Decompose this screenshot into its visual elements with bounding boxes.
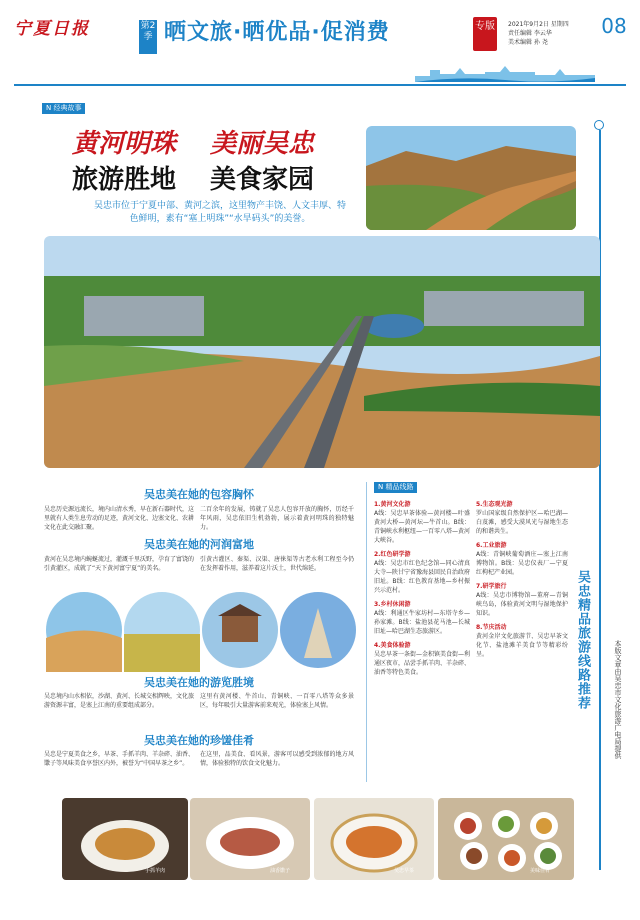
route-5-name: 5.生态观光游 <box>476 501 513 508</box>
route-8-text: 黄河金岸文化旅游节、吴忠早茶文化节、盐池滩羊美食节等精彩纷呈。 <box>476 633 568 658</box>
title-black-right: 美食家园 <box>210 165 315 195</box>
special-edition-tag: 专版 <box>473 17 497 51</box>
section-heading-2: 吴忠美在她的河润富地 <box>144 538 254 551</box>
designer: 美术编辑 孙 尧 <box>508 39 548 46</box>
food-caption-4: 美味佳肴 <box>530 868 551 874</box>
intro-text: 吴忠市位于宁夏中部、黄河之滨，这里物产丰饶、人文丰厚、特色鲜明，素有“塞上明珠”“水旱码头”的美誉。 <box>93 201 346 224</box>
food-photo-1 <box>62 798 188 880</box>
section-heading-4: 吴忠美在她的珍馐佳肴 <box>144 734 254 747</box>
header-rule <box>14 84 626 86</box>
route-2-text: A线：吴忠市红色纪念馆—同心清真大寺—陕甘宁省豫海县回民自治政府旧址。B线：红色教育基地—乡村振兴示范村。 <box>374 560 471 594</box>
route-6-name: 6.工业旅游 <box>476 542 507 549</box>
date: 2021年9月2日 星期四 <box>508 21 569 28</box>
routes-col-1 <box>374 500 470 677</box>
food-photo-3 <box>314 798 434 880</box>
section-1-right: 二百余年的发展，铸就了吴忠人包容开放的胸怀，历经千年风雨，吴忠依旧生机勃勃，展示着黄河明珠的独特魅力。 <box>200 506 354 531</box>
route-3-text: A线：利通区牛家坊村—东塔寺乡—孙家滩。B线：盐池县花马池—长城旧址—哈巴湖生态旅游区。 <box>374 610 470 635</box>
section-4-right: 在这里，品美食、看风景，游客可以感受到浓郁的地方风情，体验独特的饮食文化魅力。 <box>200 751 354 767</box>
section-heading-3: 吴忠美在她的游览胜境 <box>144 676 254 689</box>
dateline <box>508 20 598 47</box>
title-red-left: 黄河明珠 <box>72 129 177 159</box>
skyline-decoration <box>415 64 595 82</box>
tag-routes: N 精品线路 <box>374 482 417 493</box>
section-heading-1: 吴忠美在她的包容胸怀 <box>144 488 254 501</box>
yellow-river-gorge-photo <box>366 126 576 230</box>
tag-classic-story: N 经典故事 <box>42 103 85 114</box>
page-number: 08 <box>601 14 627 38</box>
section-1-left: 吴忠历史源远流长，境内山清水秀，早在新石器时代，这里就有人类生息劳动的足迹，黄河文化、边塞文化、农耕文化在此交融汇聚。 <box>44 506 195 531</box>
aerial-bridge-photo <box>44 236 600 468</box>
page-headline: 晒文旅·晒优品·促消费 <box>164 20 390 45</box>
masthead: 宁夏日报 <box>14 19 90 39</box>
route-5-text: 罗山国家级自然保护区—哈巴湖—白芨滩，感受大漠风光与湿地生态的和谐共生。 <box>476 510 568 535</box>
food-photo-2 <box>190 798 310 880</box>
desert-circle-photo <box>46 592 122 672</box>
section-2-left: 黄河在吴忠境内蜿蜒流过，灌溉千里沃野，孕育了富饶的引黄灌区，成就了“天下黄河富宁夏”的美名。 <box>44 556 195 572</box>
route-1-name: 1.黄河文化游 <box>374 501 411 508</box>
section-3-right: 这里有黄河楼、牛首山、青铜峡、一百零八塔等众多景区，每年吸引大量游客前来观光，体验塞上风情。 <box>200 693 354 709</box>
section-badge: 第2季 <box>139 20 157 54</box>
editor: 责任编辑 李云华 <box>508 30 552 37</box>
route-8-name: 8.节庆活动 <box>476 624 507 631</box>
food-caption-3: 吴忠早茶 <box>394 868 415 874</box>
section-2-right: 引黄古灌区、秦渠、汉渠、唐徕渠等古老水利工程至今仍在发挥着作用，滋养着这片沃土，世代绵延。 <box>200 556 354 572</box>
fort-circle-photo <box>202 592 278 668</box>
food-caption-1: 手抓羊肉 <box>145 868 166 874</box>
food-caption-2: 油香馓子 <box>270 868 291 874</box>
routes-divider <box>366 482 371 782</box>
side-note: 本版文章由吴忠市文化旅游广电局提供 <box>614 640 622 759</box>
route-4-name: 4.美食体验游 <box>374 642 411 649</box>
side-rail-dot <box>594 120 604 130</box>
stupa-circle-photo <box>280 592 356 668</box>
title-red-right: 美丽吴忠 <box>210 129 315 159</box>
scenery-circles <box>44 588 356 672</box>
route-6-text: A线：青铜峡葡萄酒庄—塞上江南博物馆。B线：吴忠仪表厂—宁夏红枸杞产业园。 <box>476 551 568 576</box>
routes-col-2 <box>476 500 568 659</box>
section-4-left: 吴忠是宁夏美食之乡，早茶、手抓羊肉、羊杂碎、油香、馓子等风味美食享誉区内外，被誉为“中国早茶之乡”。 <box>44 751 195 767</box>
route-4-text: 吴忠早茶一条街—金积镇美食街—利通区夜市，品尝手抓羊肉、羊杂碎、油香等特色美食。 <box>374 651 471 676</box>
route-3-name: 3.乡村休闲游 <box>374 601 411 608</box>
route-2-name: 2.红色研学游 <box>374 551 411 558</box>
title-black-left: 旅游胜地 <box>72 165 177 195</box>
route-7-name: 7.研学旅行 <box>476 583 507 590</box>
section-3-left: 吴忠境内山水相依，沙湖、黄河、长城交相辉映，文化旅游资源丰富，是塞上江南的重要组成部分。 <box>44 693 195 709</box>
route-1-text: A线：吴忠早茶体验—黄河楼—叶盛黄河大桥—黄河坛—牛首山。B线：青铜峡水利枢纽—一百零八塔—黄河大峡谷。 <box>374 510 471 544</box>
routes-title: 吴忠精品旅游线路推荐 <box>575 570 590 710</box>
food-photo-4 <box>438 798 574 880</box>
route-7-text: A线：吴忠市博物馆—董府—青铜峡鸟岛，体验黄河文明与湿地保护知识。 <box>476 592 568 617</box>
field-circle-photo <box>124 592 200 672</box>
